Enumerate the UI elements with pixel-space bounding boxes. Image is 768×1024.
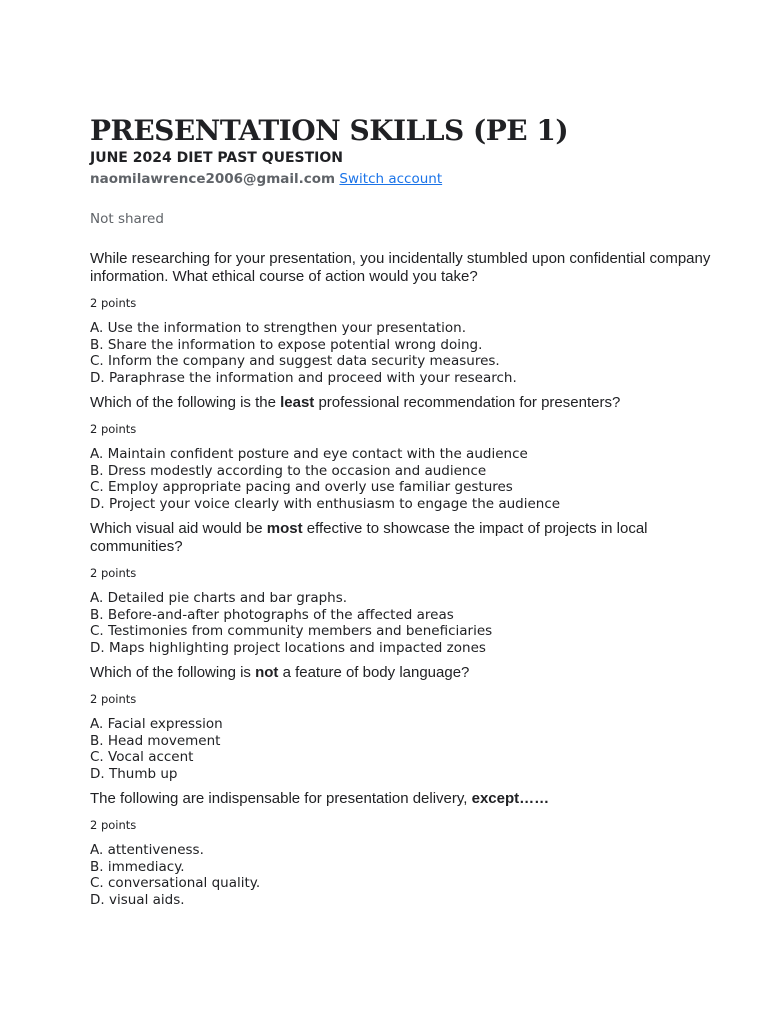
option-item[interactable]: B. Share the information to expose potential wrong doing. [90, 336, 483, 353]
option-list [90, 716, 730, 782]
question-text-pre: Which of the following is [90, 664, 256, 681]
option-item[interactable]: D. Maps highlighting project locations and impacted zones [90, 639, 486, 656]
option-item[interactable]: B. Dress modestly according to the occasion and audience [90, 462, 487, 479]
question-text-pre: Which visual aid would be [90, 520, 267, 537]
question-text [90, 250, 730, 286]
question-text-post: professional recommendation for presenters? [314, 394, 621, 411]
question-item [90, 250, 730, 386]
question-text [90, 664, 730, 682]
question-list [90, 250, 730, 908]
question-points: 2 points [90, 296, 137, 310]
question-item [90, 790, 730, 908]
option-item[interactable]: A. attentiveness. [90, 842, 204, 858]
option-item[interactable]: D. Thumb up [90, 765, 178, 782]
option-item[interactable]: C. Vocal accent [90, 749, 194, 765]
option-list [90, 320, 730, 386]
account-row [90, 170, 730, 188]
question-text-emphasis: least [280, 394, 315, 411]
option-item[interactable]: B. Head movement [90, 732, 221, 749]
option-list [90, 446, 730, 512]
question-item [90, 520, 730, 656]
option-item[interactable]: A. Maintain confident posture and eye contact with the audience [90, 446, 528, 462]
question-text-post: effective to showcase the impact of projects in local communities? [90, 520, 648, 555]
question-points: 2 points [90, 692, 137, 706]
question-item [90, 664, 730, 782]
question-text [90, 790, 730, 808]
switch-account-link[interactable]: Switch account [339, 171, 443, 187]
option-item[interactable]: B. immediacy. [90, 858, 185, 875]
question-points: 2 points [90, 422, 137, 436]
question-text-emphasis: most [266, 520, 303, 537]
account-email: naomilawrence2006@gmail.com [90, 171, 336, 187]
question-text-pre: While researching for your presentation, you incidentally stumbled upon confidential company information. What ethical course of action would you take? [90, 250, 711, 285]
question-text [90, 394, 730, 412]
option-item[interactable]: C. Employ appropriate pacing and overly use familiar gestures [90, 479, 513, 495]
form-subtitle: JUNE 2024 DIET PAST QUESTION [90, 150, 343, 166]
question-text-emphasis: not [255, 664, 279, 681]
question-item [90, 394, 730, 512]
question-text-post: a feature of body language? [278, 664, 470, 681]
option-item[interactable]: D. Project your voice clearly with enthusiasm to engage the audience [90, 495, 561, 512]
option-list [90, 590, 730, 656]
question-points: 2 points [90, 566, 137, 580]
form-title: PRESENTATION SKILLS (PE 1) [90, 114, 569, 147]
question-points: 2 points [90, 818, 137, 832]
option-item[interactable]: D. visual aids. [90, 891, 185, 908]
option-item[interactable]: C. Testimonies from community members and beneficiaries [90, 623, 493, 639]
option-item[interactable]: A. Facial expression [90, 716, 223, 732]
option-item[interactable]: B. Before-and-after photographs of the affected areas [90, 606, 454, 623]
question-text-pre: The following are indispensable for presentation delivery, [90, 790, 472, 807]
option-list [90, 842, 730, 908]
question-text [90, 520, 730, 556]
question-text-emphasis: except…… [471, 790, 550, 807]
option-item[interactable]: A. Detailed pie charts and bar graphs. [90, 590, 348, 606]
question-text-pre: Which of the following is the [90, 394, 281, 411]
option-item[interactable]: C. conversational quality. [90, 875, 261, 891]
option-item[interactable]: C. Inform the company and suggest data security measures. [90, 353, 500, 369]
not-shared-label: Not shared [90, 211, 164, 227]
option-item[interactable]: D. Paraphrase the information and proceed with your research. [90, 369, 517, 386]
option-item[interactable]: A. Use the information to strengthen your presentation. [90, 320, 466, 336]
